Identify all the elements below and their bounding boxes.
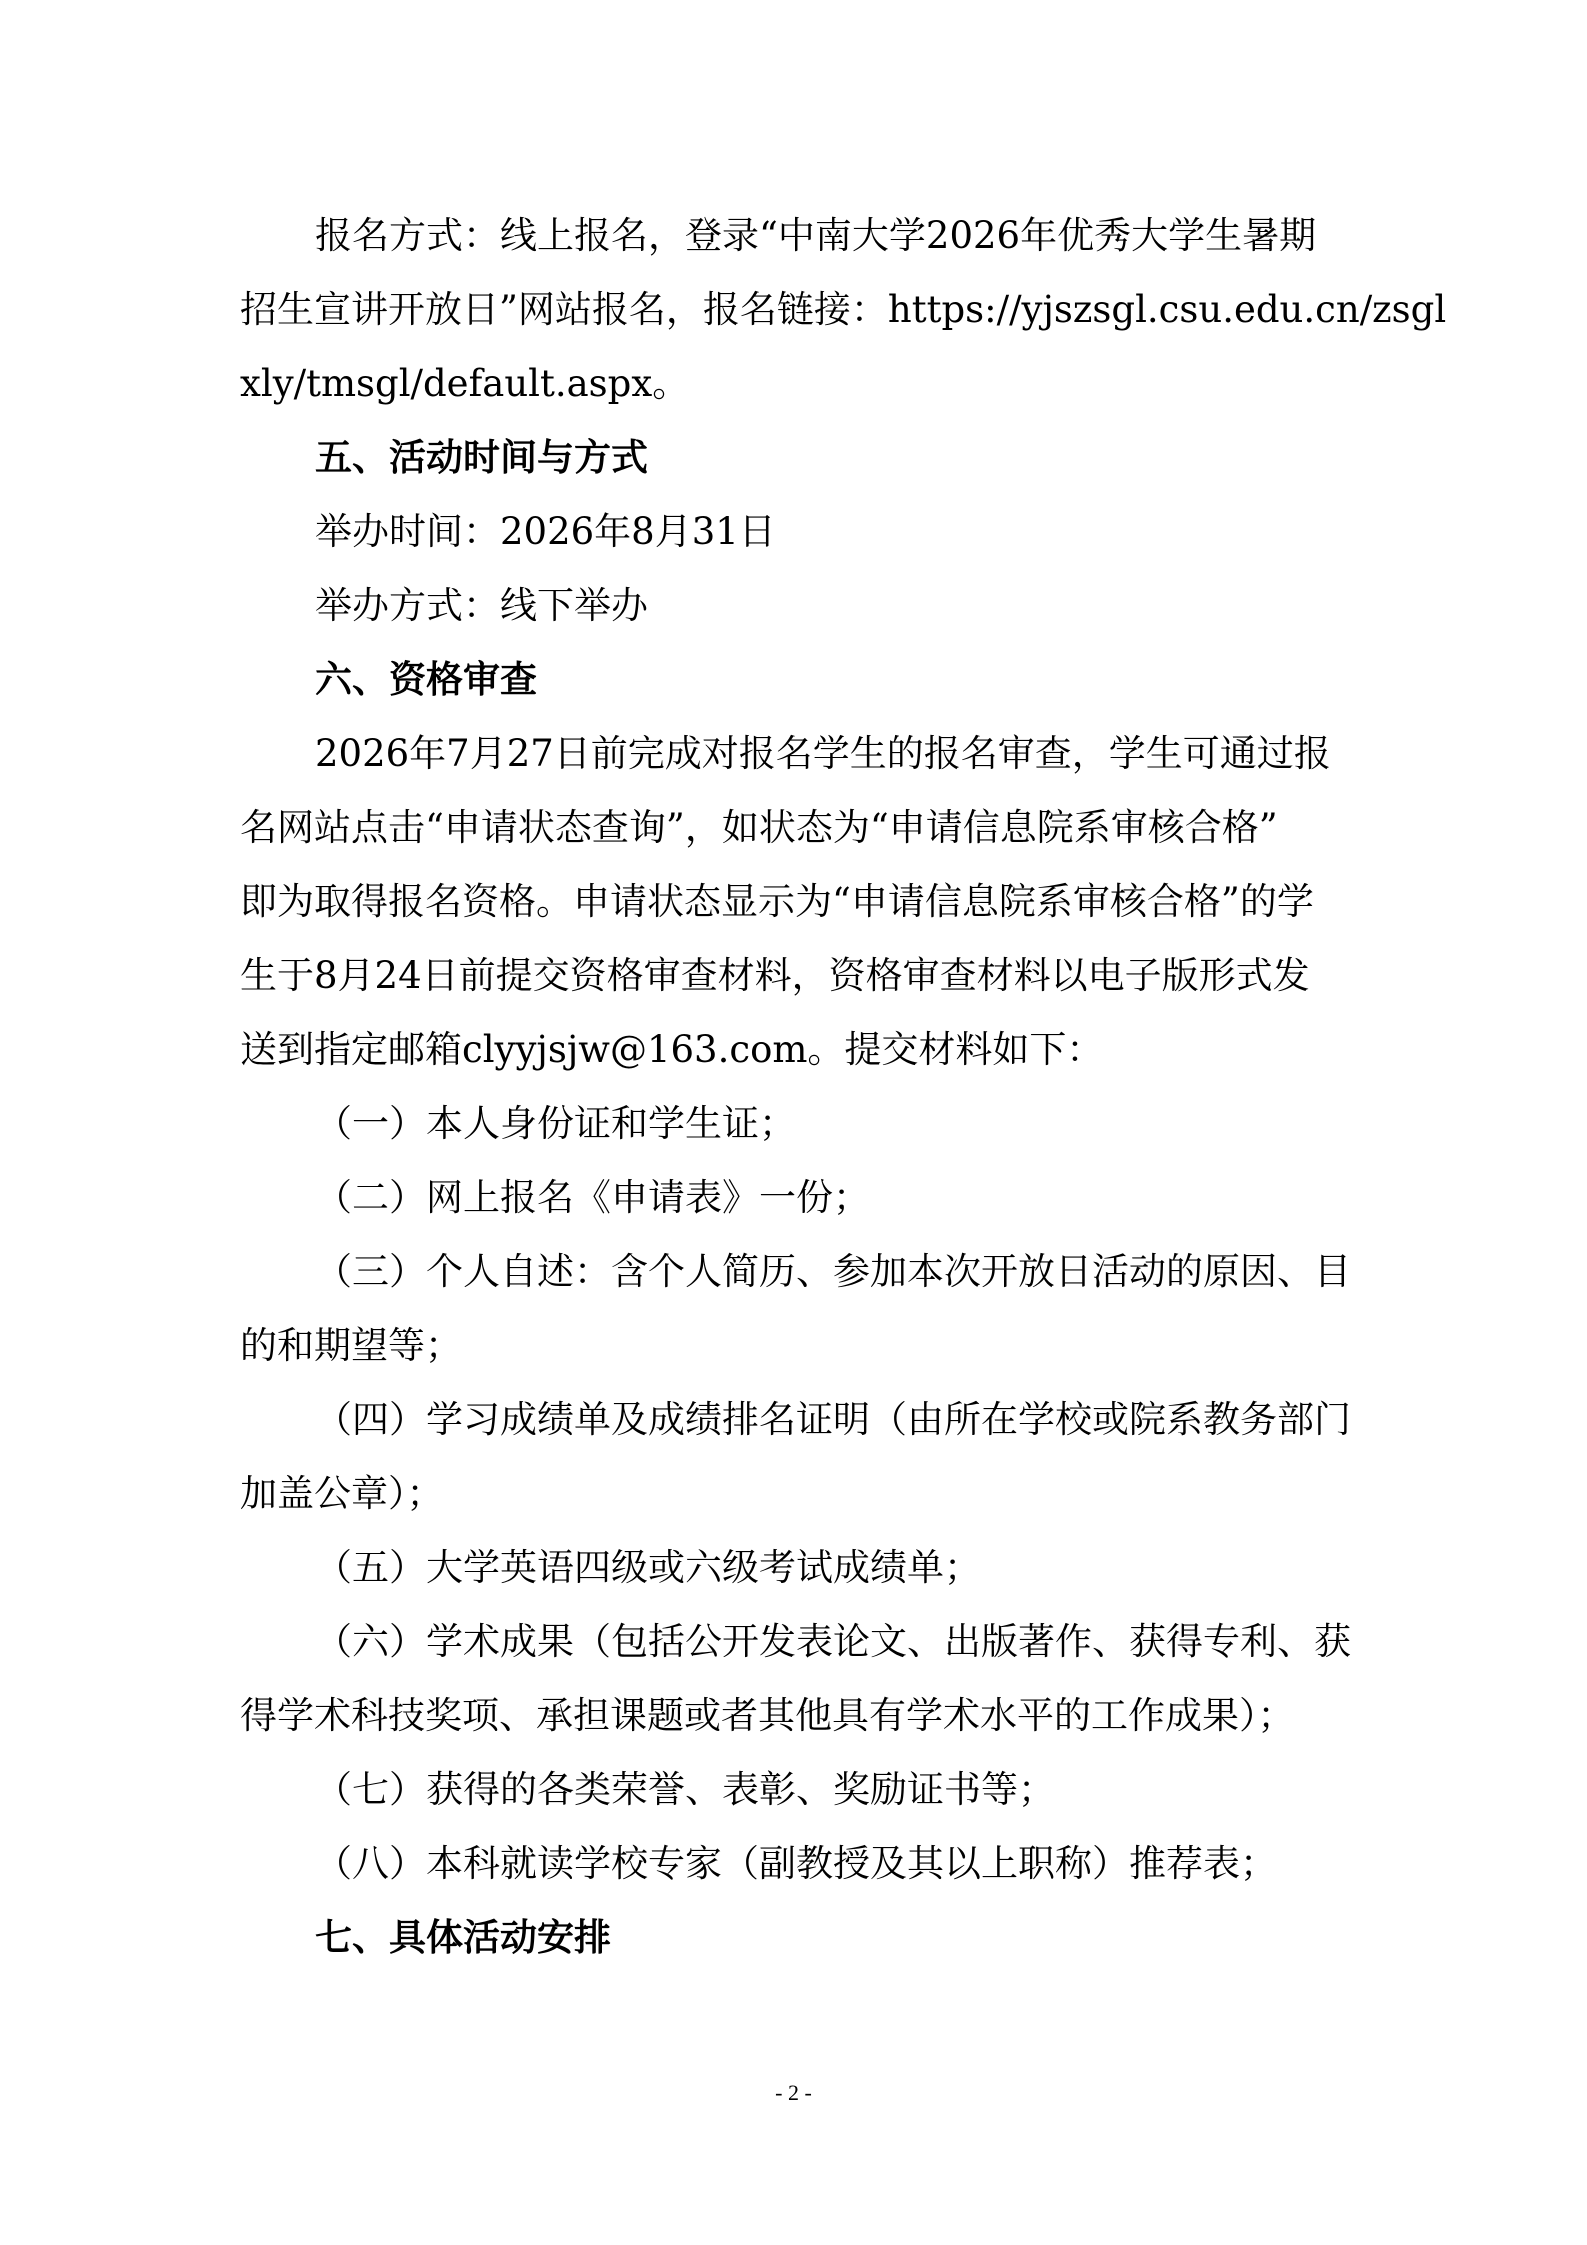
- section-heading: 七、具体活动安排: [315, 1916, 611, 1959]
- paragraph-line: 的和期望等；: [240, 1324, 462, 1367]
- paragraph-line: （八）本科就读学校专家（副教授及其以上职称）推荐表；: [315, 1842, 1277, 1885]
- paragraph-line: 招生宣讲开放日”网站报名，报名链接：https://yjszsgl.csu.edu.cn/zsgl: [240, 288, 1447, 331]
- section-heading: 六、资格审查: [315, 658, 537, 701]
- paragraph-line: 加盖公章）；: [240, 1472, 444, 1515]
- paragraph-line: 举办方式：线下举办: [315, 584, 648, 627]
- paragraph-line: 报名方式：线上报名，登录“中南大学2026年优秀大学生暑期: [315, 214, 1317, 257]
- paragraph-line: 名网站点击“申请状态查询”，如状态为“申请信息院系审核合格”: [240, 806, 1278, 849]
- paragraph-line: （一）本人身份证和学生证；: [315, 1102, 796, 1145]
- paragraph-line: （二）网上报名《申请表》一份；: [315, 1176, 870, 1219]
- paragraph-line: 即为取得报名资格。申请状态显示为“申请信息院系审核合格”的学: [240, 880, 1314, 923]
- paragraph-line: 得学术科技奖项、承担课题或者其他具有学术水平的工作成果）；: [240, 1694, 1295, 1737]
- paragraph-line: 举办时间：2026年8月31日: [315, 510, 776, 553]
- paragraph-line: （七）获得的各类荣誉、表彰、奖励证书等；: [315, 1768, 1055, 1811]
- paragraph-line: 生于8月24日前提交资格审查材料，资格审查材料以电子版形式发: [240, 954, 1310, 997]
- paragraph-line: （六）学术成果（包括公开发表论文、出版著作、获得专利、获: [315, 1620, 1351, 1663]
- paragraph-line: （四）学习成绩单及成绩排名证明（由所在学校或院系教务部门: [315, 1398, 1351, 1441]
- paragraph-line: 送到指定邮箱clyyjsjw@163.com。提交材料如下：: [240, 1028, 1104, 1071]
- page-number: - 2 -: [775, 2080, 812, 2105]
- paragraph-line: xly/tmsgl/default.aspx。: [240, 362, 690, 405]
- section-heading: 五、活动时间与方式: [315, 436, 648, 479]
- paragraph-line: 2026年7月27日前完成对报名学生的报名审查，学生可通过报: [315, 732, 1331, 775]
- paragraph-line: （五）大学英语四级或六级考试成绩单；: [315, 1546, 981, 1589]
- paragraph-line: （三）个人自述：含个人简历、参加本次开放日活动的原因、目: [315, 1250, 1351, 1293]
